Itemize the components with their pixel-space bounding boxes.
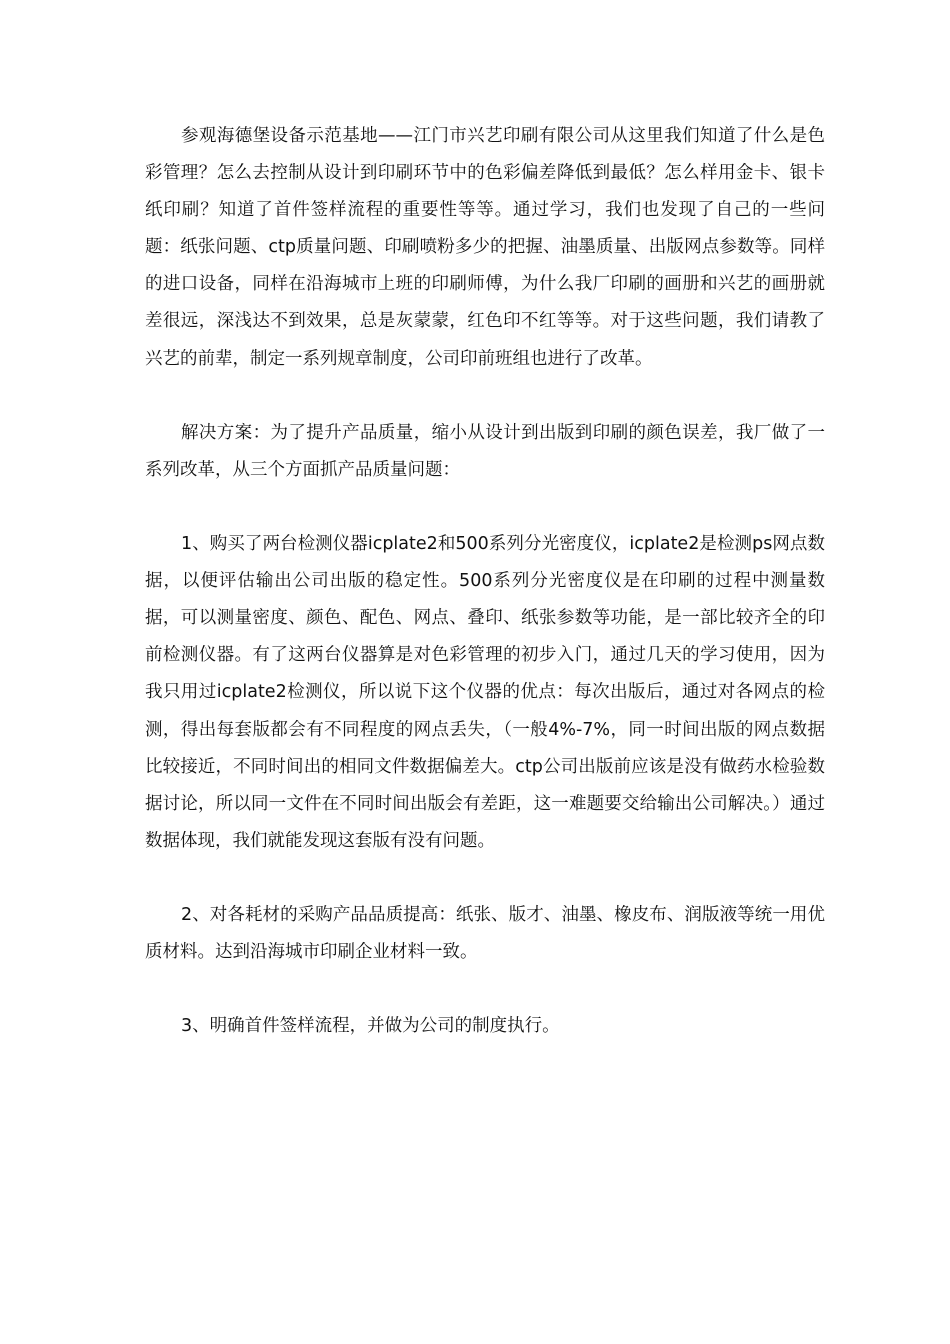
paragraph-visit-summary: 参观海德堡设备示范基地——江门市兴艺印刷有限公司从这里我们知道了什么是色彩管理？怎么去控制从设计到印刷环节中的色彩偏差降低到最低？怎么样用金卡、银卡纸印刷？知道了首件签样流程的重要性等等。通过学习，我们也发现了自己的一些问题：纸张问题、ctp质量问题、印刷喷粉多少的把握、油墨质量、出版网点参数等。同样的进口设备，同样在沿海城市上班的印刷师傅，为什么我厂印刷的画册和兴艺的画册就差很远，深浅达不到效果，总是灰蒙蒙，红色印不红等等。对于这些问题，我们请教了兴艺的前辈，制定一系列规章制度，公司印前班组也进行了改革。 [145,126,825,369]
paragraph-measure-instruments: 1、购买了两台检测仪器icplate2和500系列分光密度仪，icplate2是检测ps网点数据，以便评估输出公司出版的稳定性。500系列分光密度仪是在印刷的过程中测量数据，可以测量密度、颜色、配色、网点、叠印、纸张参数等功能，是一部比较齐全的印前检测仪器。有了这两台仪器算是对色彩管理的初步入门，通过几天的学习使用，因为我只用过icplate2检测仪，所以说下这个仪器的优点：每次出版后，通过对各网点的检测，得出每套版都会有不同程度的网点丢失，（一般4%-7%，同一时间出版的网点数据比较接近，不同时间出的相同文件数据偏差大。ctp公司出版前应该是没有做药水检验数据讨论，所以同一文件在不同时间出版会有差距，这一难题要交给输出公司解决。）通过数据体现，我们就能发现这套版有没有问题。 [145,534,825,851]
paragraph-materials-quality: 2、对各耗材的采购产品品质提高：纸张、版才、油墨、橡皮布、润版液等统一用优质材料。达到沿海城市印刷企业材料一致。 [145,904,825,963]
paragraph-solution-intro: 解决方案：为了提升产品质量，缩小从设计到出版到印刷的颜色误差，我厂做了一系列改革，从三个方面抓产品质量问题： [145,422,825,480]
document-body [145,118,825,1045]
paragraph-proof-process: 3、明确首件签样流程，并做为公司的制度执行。 [181,1016,560,1037]
